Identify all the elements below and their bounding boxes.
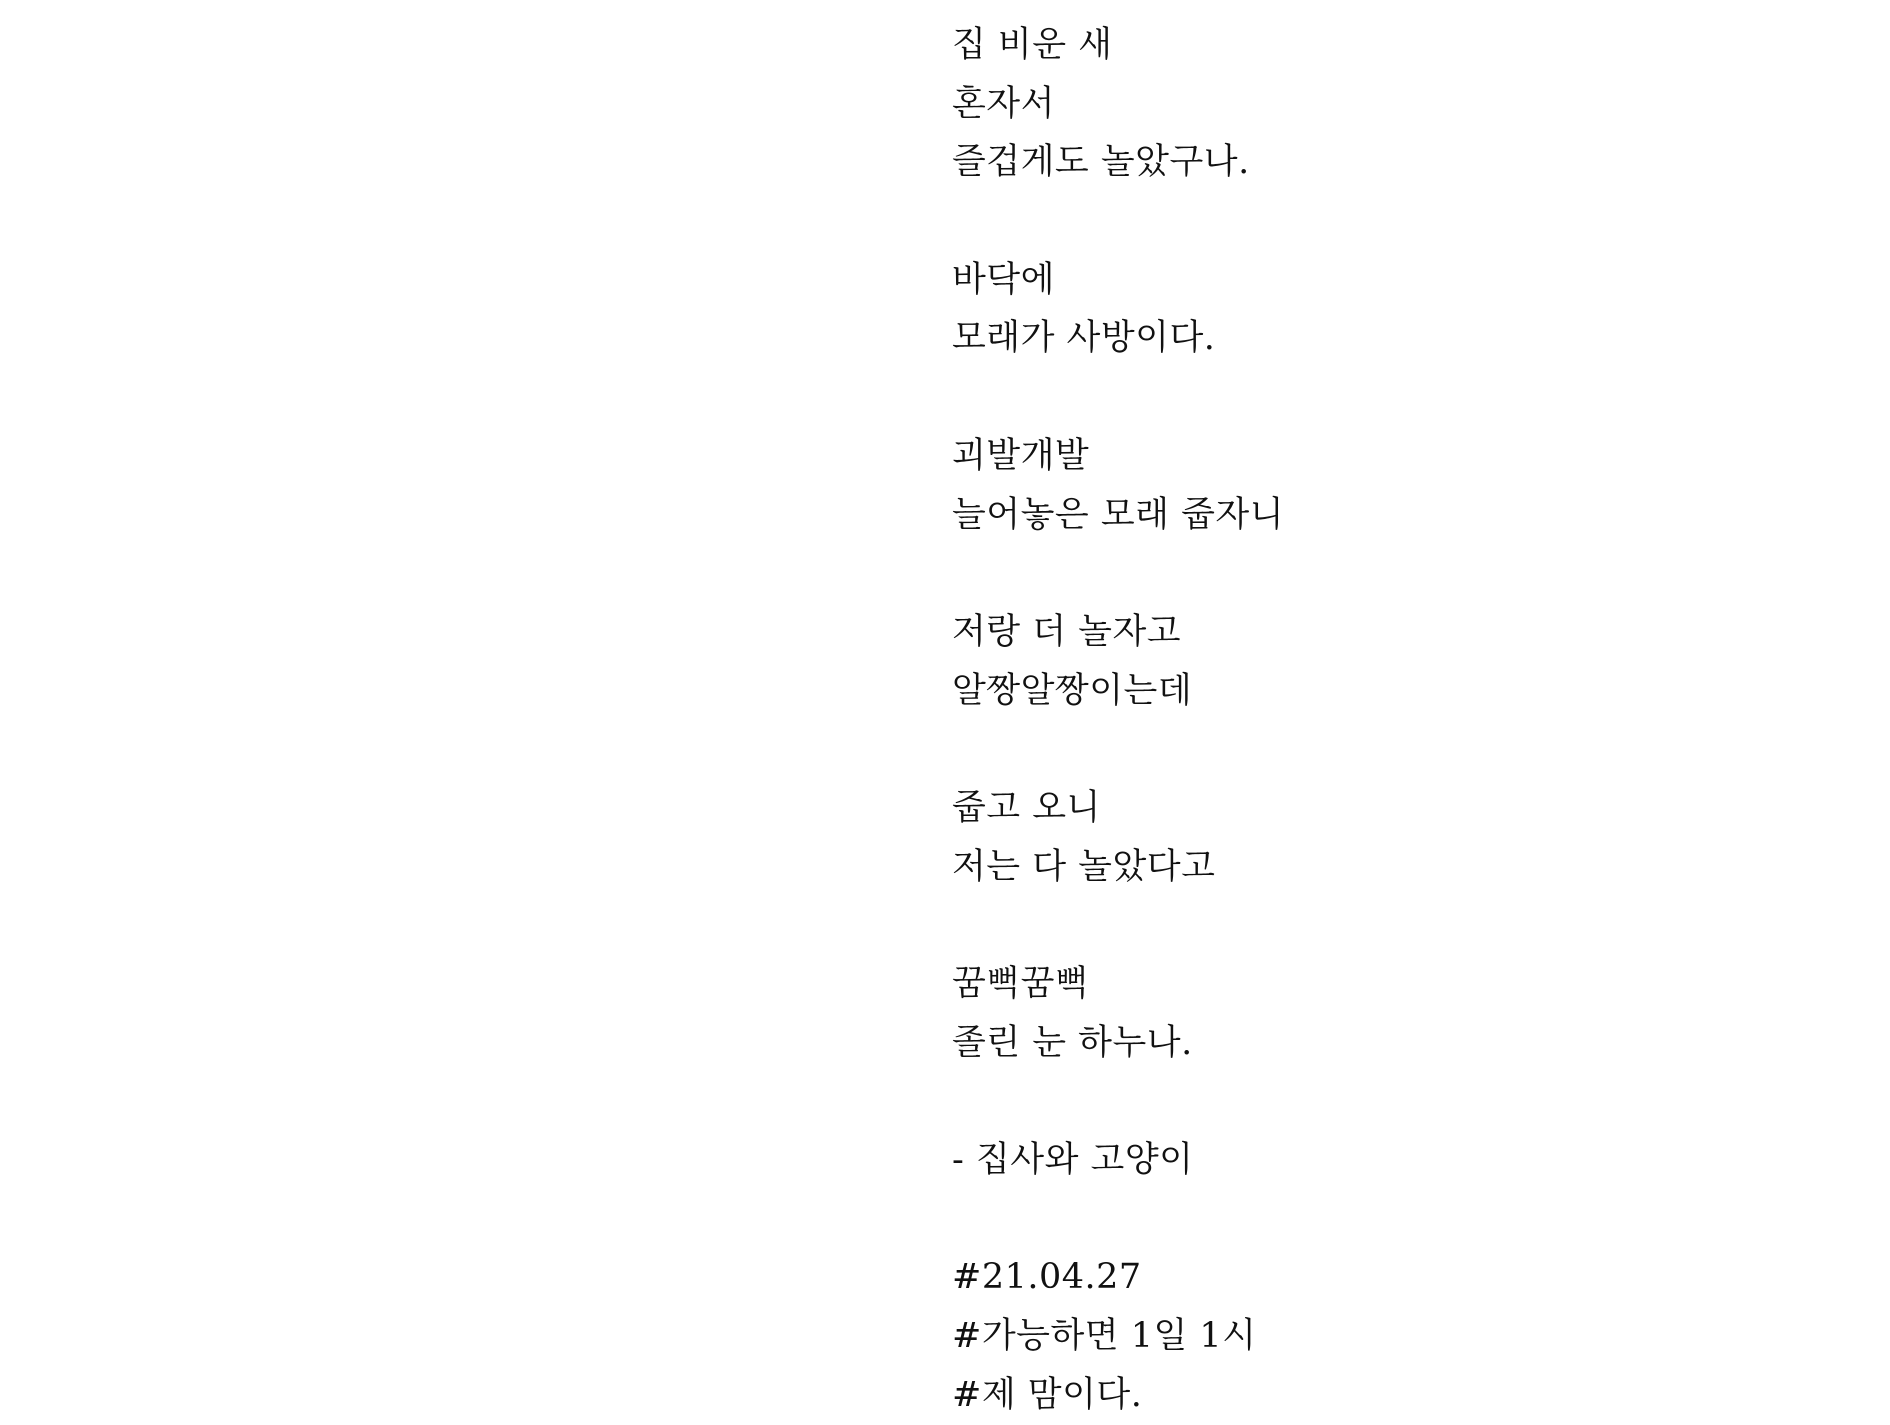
stanza-spacer [952,1190,1852,1249]
stanza-6 [952,955,1852,1072]
stanza-spacer [952,544,1852,603]
stanza-1 [952,16,1852,192]
stanza-spacer [952,896,1852,955]
hashtag-date: #21.04.27 [952,1257,1142,1298]
poem-line: 줍고 오니 [952,787,1101,828]
poem-signature: - 집사와 고양이 [952,1140,1194,1181]
hashtag-item: #제 맘이다. [952,1374,1143,1415]
stanza-5 [952,779,1852,896]
poem-line: 늘어놓은 모래 줍자니 [952,494,1285,535]
stanza-spacer [952,368,1852,427]
stanza-4 [952,603,1852,720]
poem-line: 알짱알짱이는데 [952,670,1193,711]
poem-line: 저랑 더 놀자고 [952,611,1182,652]
poem-line: 바닥에 [952,259,1055,300]
hashtag-list [952,1248,1852,1424]
hashtag-item: #가능하면 1일 1시 [952,1316,1257,1357]
poem-line: 혼자서 [952,83,1055,124]
stanza-spacer [952,720,1852,779]
poem-line: 저는 다 놀았다고 [952,846,1216,887]
stanza-2 [952,251,1852,368]
poem-line: 꿈뻑꿈뻑 [952,964,1090,1004]
poem-line: 모래가 사방이다. [952,318,1216,359]
poem-line: 즐겁게도 놀았구나. [952,142,1250,183]
stanza-spacer [952,1072,1852,1131]
poem-line: 졸린 눈 하누나. [952,1022,1193,1063]
poem-line: 괴발개발 [952,435,1090,476]
poem-line: 집 비운 새 [952,25,1113,65]
stanza-spacer [952,192,1852,251]
poem-text-block [952,16,1852,1425]
stanza-3 [952,427,1852,544]
